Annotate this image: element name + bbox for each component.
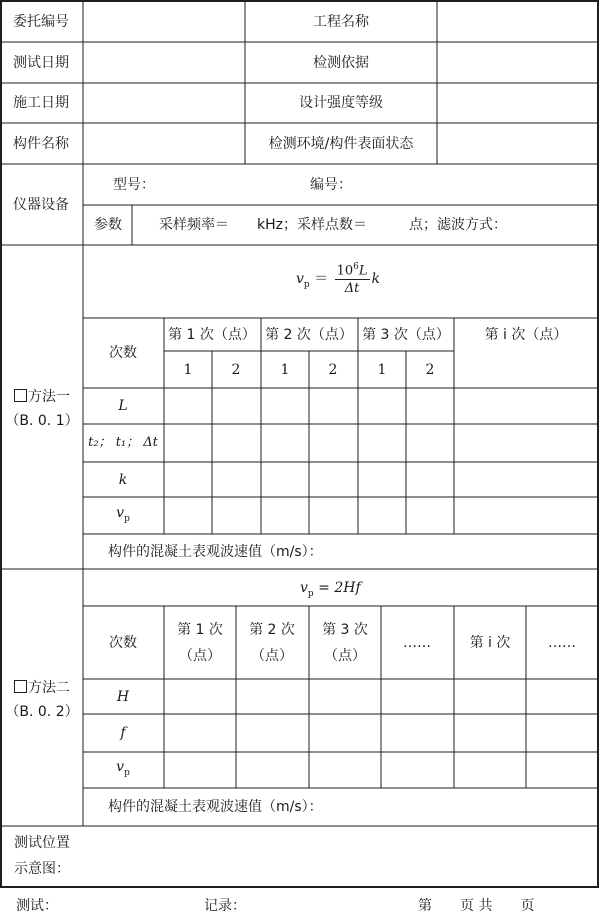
member-name-label: 构件名称: [13, 136, 69, 152]
method1-row-vp: [116, 505, 130, 527]
method1-row-k: k: [118, 472, 128, 488]
method2-row-f: f: [120, 725, 126, 741]
method2-row-vp: [116, 759, 130, 781]
method1-sub-header: 2: [231, 362, 241, 378]
method1-label: 方法一: [28, 389, 70, 405]
method2-header-2: [249, 617, 295, 669]
formula2-rhs: = 2Hf: [318, 580, 361, 596]
formula1-fraction: [335, 262, 370, 296]
method1-sub-header: 2: [328, 362, 338, 378]
method1-row-vp-sub: p: [124, 513, 130, 524]
project-name-label: 工程名称: [313, 14, 369, 30]
method2-ellipsis: ……: [403, 635, 431, 651]
model-label: 型号：: [113, 177, 155, 193]
method2-ref: （B. 0. 2）: [5, 704, 79, 720]
method1-group-header-3: 第 3 次（点）: [362, 327, 450, 343]
method2-header-1-line2: （点）: [179, 648, 221, 664]
page-label: 第 页 共 页: [418, 898, 535, 914]
method1-group-header-1: 第 1 次（点）: [168, 327, 256, 343]
formula2-lhs: v: [300, 580, 308, 596]
method1-row-L: L: [118, 398, 128, 414]
method1-group-header-i: 第 i 次（点）: [484, 327, 568, 343]
formula1-num-pre: 10: [336, 263, 354, 279]
method1-sub-header: 1: [183, 362, 193, 378]
test-date-label: 测试日期: [13, 55, 69, 71]
method2-label: 方法二: [28, 680, 70, 696]
method2-header-1-line1: 第 1 次: [177, 622, 223, 638]
method2-header-3-line1: 第 3 次: [322, 622, 368, 638]
method1-group-header-2: 第 2 次（点）: [265, 327, 353, 343]
formula2-lhs-sub: p: [307, 588, 314, 599]
method2-header-3: [322, 617, 368, 669]
method2-header-2-line2: （点）: [251, 648, 293, 664]
location-label-line1: 测试位置: [14, 835, 70, 851]
method2-row-vp-sub: p: [124, 767, 130, 778]
method2-header-2-line1: 第 2 次: [249, 622, 295, 638]
method2-ellipsis-2: ……: [548, 635, 576, 651]
formula1-lhs: v: [296, 271, 304, 288]
method1-row-vp-var: v: [116, 505, 125, 522]
formula1-den: Δt: [344, 281, 360, 297]
test-basis-label: 检测依据: [313, 55, 369, 71]
formula1-num-var: L: [358, 263, 368, 279]
method2-header-i: 第 i 次: [469, 635, 511, 651]
method2-header-3-line2: （点）: [324, 648, 366, 664]
method2-row-vp-var: v: [116, 759, 125, 776]
recorder-label: 记录：: [204, 898, 246, 914]
location-label: [14, 830, 70, 882]
location-label-line2: 示意图：: [14, 861, 70, 877]
method2-header-1: [177, 617, 223, 669]
method2-checkbox[interactable]: [14, 680, 27, 693]
method2-count-label: 次数: [109, 635, 137, 651]
method1-sub-header: 1: [280, 362, 290, 378]
construction-date-label: 施工日期: [13, 95, 69, 111]
method1-sub-header: 2: [425, 362, 435, 378]
formula1-lhs-sub: p: [303, 279, 310, 290]
method1-row-t: t₂； t₁； Δt: [88, 435, 158, 450]
method1-formula: $v_p$ ＝ $\frac{10^6L}{\Delta t}$ k: [296, 262, 380, 297]
formula1-k: k: [371, 271, 380, 288]
environment-label: 检测环境/构件表面状态: [268, 136, 414, 152]
params-label: 参数: [94, 217, 122, 233]
method1-result-label: 构件的混凝土表观波速值（m/s）：: [108, 544, 323, 560]
tester-label: 测试：: [16, 898, 58, 914]
entrust-no-label: 委托编号: [13, 14, 69, 30]
method1-option[interactable]: [14, 389, 70, 405]
design-strength-label: 设计强度等级: [299, 95, 383, 111]
instrument-label: 仪器设备: [13, 197, 69, 213]
method1-count-label: 次数: [109, 345, 137, 361]
formula1-num-sup: 6: [353, 262, 359, 272]
method1-checkbox[interactable]: [14, 389, 27, 402]
method2-result-label: 构件的混凝土表观波速值（m/s）：: [108, 799, 323, 815]
method1-sub-header: 1: [377, 362, 387, 378]
serial-label: 编号：: [310, 177, 352, 193]
method1-ref: （B. 0. 1）: [5, 413, 79, 429]
method2-row-H: H: [116, 689, 130, 705]
params-text: 采样频率＝ kHz；采样点数＝ 点；滤波方式：: [159, 217, 507, 233]
method2-formula: [300, 580, 361, 599]
method2-option[interactable]: [14, 680, 70, 696]
